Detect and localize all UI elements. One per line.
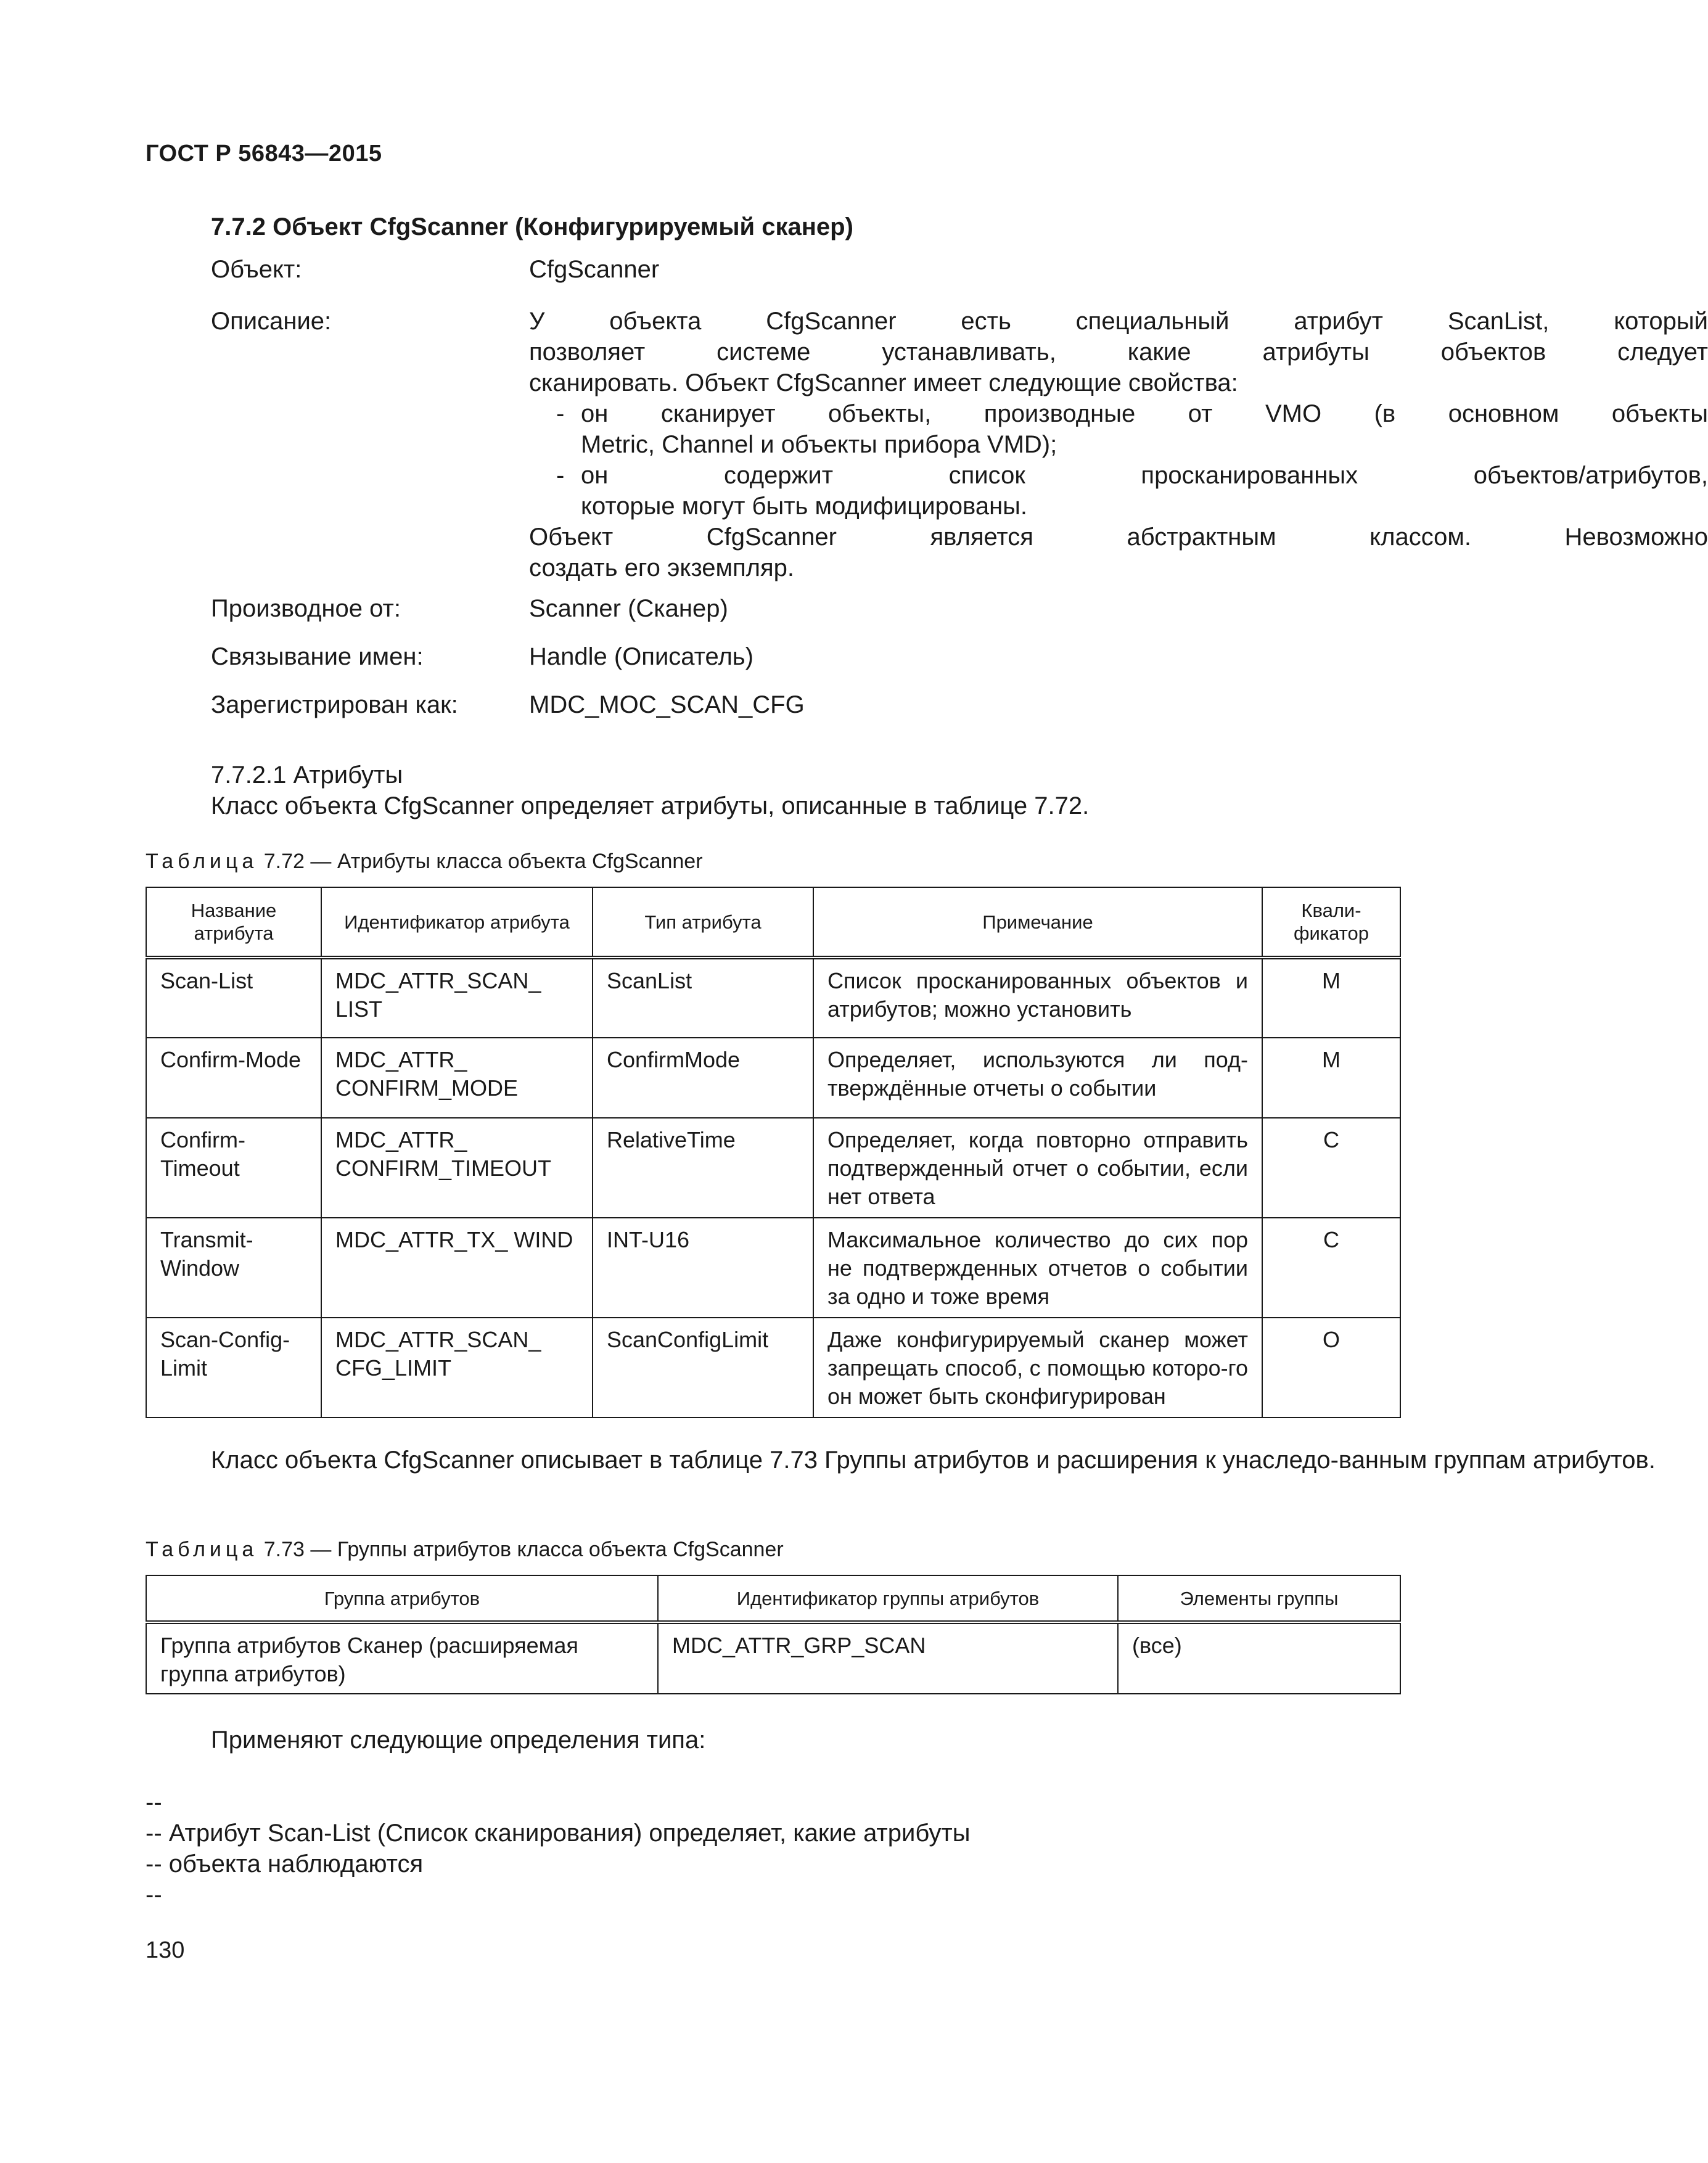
table-cell: (все) <box>1118 1622 1400 1694</box>
table-cell: Scan-List <box>146 958 321 1038</box>
subsection-title: 7.7.2.1 Атрибуты <box>211 761 403 789</box>
table-cell: C <box>1262 1218 1400 1318</box>
table-cell: ScanConfigLimit <box>593 1318 813 1418</box>
table-cell: MDC_ATTR_SCAN_ CFG_LIMIT <box>321 1318 593 1418</box>
table-caption-text: 7.72 — Атрибуты класса объекта CfgScanner <box>263 850 703 873</box>
property-label: Описание: <box>211 308 332 335</box>
paragraph-text: Класс объекта CfgScanner описывает в таблице 7.73 Группы атрибутов и расширения к унаследо-ванным группам атрибутов. <box>211 1447 1656 1474</box>
table-cell: M <box>1262 1038 1400 1118</box>
description-line: сканировать. Объект CfgScanner имеет следующие свойства: <box>529 369 1238 396</box>
bullet-line: Metric, Channel и объекты прибора VMD); <box>581 431 1057 458</box>
table-row <box>146 1118 1400 1218</box>
section-title: 7.7.2 Объект CfgScanner (Конфигурируемый сканер) <box>211 213 853 240</box>
table-cell: Определяет, используются ли под-тверждённые отчеты о событии <box>813 1038 1262 1118</box>
property-label: Объект: <box>211 256 302 283</box>
body-paragraph <box>146 1444 1708 1476</box>
table-cell: Scan-Config-Limit <box>146 1318 321 1418</box>
table-cell: MDC_ATTR_SCAN_ LIST <box>321 958 593 1038</box>
table-cell: Группа атрибутов Сканер (расширяемая группа атрибутов) <box>146 1622 658 1694</box>
property-value: CfgScanner <box>529 256 660 283</box>
bullet-line: он содержит список просканированных объектов/атрибутов, <box>581 462 1708 489</box>
bullet-line: которые могут быть модифицированы. <box>581 493 1028 520</box>
table-cell: ScanList <box>593 958 813 1038</box>
table-cell: O <box>1262 1318 1400 1418</box>
paragraph-text: Применяют следующие определения типа: <box>211 1726 706 1754</box>
property-label: Зарегистрирован как: <box>211 691 458 718</box>
column-header: Идентификатор группы атрибутов <box>658 1575 1118 1622</box>
column-header: Тип атрибута <box>593 887 813 958</box>
attributes-table <box>146 887 1401 1418</box>
page-number: 130 <box>146 1937 185 1963</box>
description-text <box>529 306 1708 583</box>
table-cell: Максимальное количество до сих пор не подтвержденных отчетов о событии за одно и тоже время <box>813 1218 1262 1318</box>
document-header: ГОСТ Р 56843—2015 <box>146 141 382 166</box>
table-cell: MDC_ATTR_TX_ WIND <box>321 1218 593 1318</box>
table-cell: C <box>1262 1118 1400 1218</box>
table-cell: INT-U16 <box>593 1218 813 1318</box>
property-value: Handle (Описатель) <box>529 643 753 670</box>
table-cell: Список просканированных объектов и атрибутов; можно установить <box>813 958 1262 1038</box>
body-paragraph <box>146 1724 1708 1756</box>
table-row <box>146 1318 1400 1418</box>
description-bullet <box>529 460 1708 522</box>
table-cell: Confirm-Timeout <box>146 1118 321 1218</box>
code-line: -- <box>146 1881 162 1908</box>
table-cell: Confirm-Mode <box>146 1038 321 1118</box>
table-caption-text: 7.73 — Группы атрибутов класса объекта CfgScanner <box>263 1538 784 1561</box>
table-cell: Даже конфигурируемый сканер может запрещать способ, с помощью которо-го он может быть сконфигурирован <box>813 1318 1262 1418</box>
description-line: У объекта CfgScanner есть специальный атрибут ScanList, который <box>529 308 1708 335</box>
table-header-row <box>146 1575 1400 1622</box>
code-line: -- Атрибут Scan-List (Список сканирования) определяет, какие атрибуты <box>146 1820 971 1847</box>
table-cell: Определяет, когда повторно отправить подтвержденный отчет о событии, если нет ответа <box>813 1118 1262 1218</box>
table-caption <box>146 850 703 874</box>
table-cell: M <box>1262 958 1400 1038</box>
property-value: MDC_MOC_SCAN_CFG <box>529 691 805 718</box>
table-row <box>146 958 1400 1038</box>
bullet-dash: - <box>556 462 565 489</box>
table-row <box>146 1622 1400 1694</box>
code-line: -- <box>146 1789 162 1816</box>
column-header: Примечание <box>813 887 1262 958</box>
property-label: Связывание имен: <box>211 643 424 670</box>
code-line: -- объекта наблюдаются <box>146 1850 424 1878</box>
property-value: Scanner (Сканер) <box>529 595 728 622</box>
column-header: Название атрибута <box>146 887 321 958</box>
table-cell: ConfirmMode <box>593 1038 813 1118</box>
description-line: позволяет системе устанавливать, какие атрибуты объектов следует <box>529 339 1708 366</box>
bullet-dash: - <box>556 400 565 427</box>
description-line: создать его экземпляр. <box>529 554 795 581</box>
table-row <box>146 1038 1400 1118</box>
description-line: Объект CfgScanner является абстрактным классом. Невозможно <box>529 523 1708 551</box>
table-cell: MDC_ATTR_ CONFIRM_MODE <box>321 1038 593 1118</box>
column-header: Группа атрибутов <box>146 1575 658 1622</box>
column-header: Квали-фикатор <box>1262 887 1400 958</box>
column-header: Идентификатор атрибута <box>321 887 593 958</box>
table-cell: MDC_ATTR_GRP_SCAN <box>658 1622 1118 1694</box>
table-header-row <box>146 887 1400 958</box>
table-caption <box>146 1538 784 1562</box>
property-label: Производное от: <box>211 595 401 622</box>
column-header: Элементы группы <box>1118 1575 1400 1622</box>
description-bullet <box>529 398 1708 460</box>
bullet-line: он сканирует объекты, производные от VMO (в основном объекты <box>581 400 1708 427</box>
table-cell: Transmit-Window <box>146 1218 321 1318</box>
table-caption-word: Таблица <box>146 850 258 873</box>
table-caption-word: Таблица <box>146 1538 258 1561</box>
table-cell: RelativeTime <box>593 1118 813 1218</box>
table-row <box>146 1218 1400 1318</box>
table-cell: MDC_ATTR_ CONFIRM_TIMEOUT <box>321 1118 593 1218</box>
attribute-groups-table <box>146 1575 1401 1694</box>
subsection-text: Класс объекта CfgScanner определяет атрибуты, описанные в таблице 7.72. <box>211 792 1090 819</box>
